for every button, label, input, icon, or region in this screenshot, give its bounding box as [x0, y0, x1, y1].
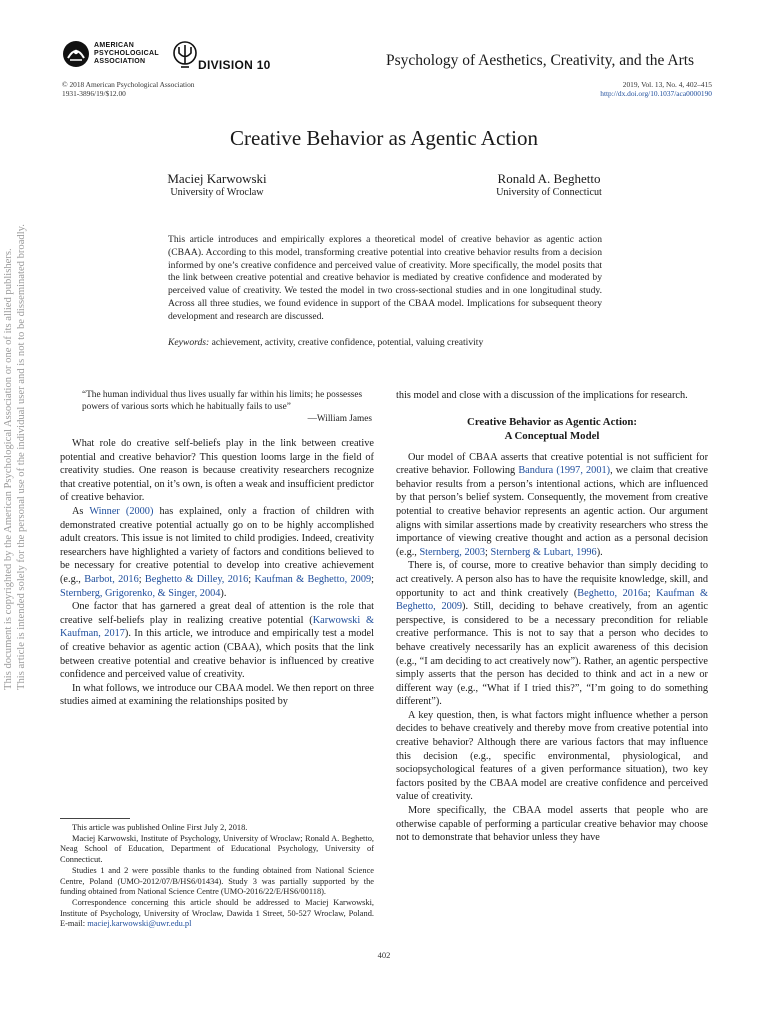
epigraph-attribution: —William James: [307, 413, 372, 424]
footnote: This article was published Online First July 2, 2018.: [72, 823, 248, 832]
citation-link[interactable]: Sternberg & Lubart, 1996: [490, 546, 597, 558]
body-paragraph: Our model of CBAA asserts that creative potential is not sufficient for creative behavior. Following Bandura (1997, 2001), we claim that creative behavior results from a person’s intentional actions, which are influenced by that person’s belief system. Consequently, the movement from creative potential to creative behavior represents an agentic action. Our argument aligns with similar assertions made by creativity researchers who stress the importance of viewing creative thought and action as a personal decision (e.g., Sternberg, 2003; Sternberg & Lubart, 1996).: [396, 451, 709, 558]
body-paragraph: A key question, then, is what factors might influence whether a person decides to behave creatively and thereby move from creative potential into creative behavior? Although there are various factors that may influence this decision (e.g., specific environmental, physiological, and sociopsychological features of a given performance situation), two key factors posited by the CBAA model are creative confidence and perceived value of creativity.: [396, 709, 708, 803]
volume-line: 2019, Vol. 13, No. 4, 402–415: [622, 80, 712, 89]
epigraph: [82, 390, 372, 425]
footnote-divider: [60, 818, 130, 819]
author-1-affiliation: University of Wroclaw: [170, 187, 264, 198]
doi-link[interactable]: http://dx.doi.org/10.1037/aca0000190: [600, 89, 712, 98]
psi-emblem-icon: [172, 40, 198, 70]
body-paragraph: In what follows, we introduce our CBAA model. We then report on three studies aimed at examining the relationships posited by: [60, 682, 374, 708]
body-paragraph: What role do creative self-beliefs play in the link between creative potential and creative behavior? This question looms large in the field of creativity studies. One reason is because creativity researchers recognize that creative potential, on it’s own, is often a weak and insufficient predictor of creative behavior.: [60, 438, 374, 504]
author-2-name: Ronald A. Beghetto: [497, 171, 601, 186]
page-number: 402: [377, 950, 391, 960]
apa-seal-icon: [62, 40, 90, 68]
email-link[interactable]: maciej.karwowski@uwr.edu.pl: [87, 919, 192, 929]
volume-info: [600, 80, 712, 98]
footnote: Studies 1 and 2 were possible thanks to the funding obtained from National Science Centre, Poland (UMO-2012/07/B/HS6/01434). Study 3 was partially supported by the funding obtained from National Science Centre (UMO-2016/22/E/HS6/00118).: [60, 865, 374, 897]
author-1-name: Maciej Karwowski: [167, 171, 267, 186]
keywords: [168, 337, 602, 349]
section-heading: Creative Behavior as Agentic Action: A Conceptual Model: [467, 415, 637, 442]
citation-link[interactable]: Kaufman & Beghetto, 2009: [396, 587, 708, 613]
body-paragraph: More specifically, the CBAA model asserts that people who are otherwise capable of performing a particular creative behavior may choose not to demonstrate that behavior unless they have: [396, 805, 708, 844]
copyright-line: © 2018 American Psychological Association: [62, 80, 195, 89]
division-label: DIVISION 10: [198, 58, 271, 72]
author-1: [142, 172, 292, 199]
apa-logo: [62, 40, 212, 72]
author-2: [474, 172, 624, 199]
body-paragraph: There is, of course, more to creative behavior than simply deciding to act creatively. A person also has to have the requisite knowledge, skill, and opportunity to act and think creatively (Beghetto, 2016a; Kaufman & Beghetto, 2009). Still, deciding to behave creatively, from an agentic perspective, is considered to be a necessary precondition for reliable creative performance. This is not to say that a person who decides to behave creatively necessarily has an explicit awareness of this decision (e.g., “I am deciding to act creatively now”). Rather, an agentic perspective simply asserts that the person has decided to think and act in a new or different way (e.g., “What if I tried this?”, “I’m going to do something different”).: [396, 560, 708, 708]
apa-wordmark: AMERICAN PSYCHOLOGICAL ASSOCIATION: [94, 42, 159, 65]
citation-link[interactable]: Beghetto, 2016a: [577, 587, 648, 599]
issn-line: 1931-3896/19/$12.00: [62, 89, 126, 98]
body-paragraph: One factor that has garnered a great deal of attention is the role that creative self-beliefs play in realizing creative potential (Karwowski & Kaufman, 2017). In this article, we introduce and empirically test a model of creative behavior as agentic action (CBAA), which posits that the link between creative potential and creative behavior is influenced by creative confidence and perceived value of creativity.: [60, 601, 374, 681]
author-2-affiliation: University of Connecticut: [496, 187, 602, 198]
citation-link[interactable]: Bandura (1997, 2001): [518, 465, 611, 477]
body-paragraph: this model and close with a discussion of the implications for research.: [396, 390, 688, 401]
journal-title: Psychology of Aesthetics, Creativity, and the Arts: [386, 52, 695, 69]
copyright-notice-vertical: This document is copyrighted by the American Psychological Association or one of its allied publishers. This article is intended solely for the personal use of the individual user and is not to be disseminated broadly.: [3, 224, 27, 690]
footnotes: [60, 823, 374, 930]
article-title: Creative Behavior as Agentic Action: [230, 126, 538, 150]
left-column: [60, 437, 374, 709]
citation-link[interactable]: Sternberg, 2003: [419, 546, 486, 558]
citation-link[interactable]: Sternberg, Grigorenko, & Singer, 2004: [60, 587, 221, 599]
citation-link[interactable]: Kaufman & Beghetto, 2009: [254, 573, 372, 585]
footnote: Correspondence concerning this article should be addressed to Maciej Karwowski, Institute of Psychology, University of Wroclaw, Dawida 1 Street, 50-527 Wroclaw, Poland. E-mail: maciej.karwowski@uwr.edu.pl: [60, 897, 374, 929]
keywords-list: achievement, activity, creative confidence, potential, valuing creativity: [211, 337, 484, 348]
abstract: This article introduces and empirically explores a theoretical model of creative behavior as agentic action (CBAA). According to this model, transforming creative potential into creative behavior results from a decision informed by one’s creative confidence and perceived value of creativity. More specifically, the model posits that the link between creative potential and creative behavior is mediated by creative confidence and moderated by perceived value of creativity. We tested the model in two cross-sectional studies and in one longitudinal study. Across all three studies, we found evidence in support of the CBAA model. Implications for subsequent theory development and research are discussed.: [168, 234, 602, 322]
citation-link[interactable]: Beghetto & Dilley, 2016: [144, 573, 249, 585]
body-paragraph: As Winner (2000) has explained, only a fraction of children with demonstrated creative potential actually go on to be highly accomplished adult creators. This issue is not limited to child prodigies. Indeed, creativity researchers have highlighted a variety of factors and conditions believed to be necessary for creative potential to develop into creative achievement (e.g., Barbot, 2016; Beghetto & Dilley, 2016; Kaufman & Beghetto, 2009; Sternberg, Grigorenko, & Singer, 2004).: [60, 505, 374, 599]
epigraph-quote: “The human individual thus lives usually far within his limits; he possesses powers of various sorts which he habitually fails to use”: [82, 390, 363, 412]
citation-link[interactable]: Barbot, 2016: [84, 573, 139, 585]
keywords-label: Keywords:: [168, 337, 210, 348]
citation-link[interactable]: Winner (2000): [89, 505, 154, 517]
citation-link[interactable]: Karwowski & Kaufman, 2017: [60, 614, 374, 640]
copyright-info: [62, 80, 194, 98]
footnote: Maciej Karwowski, Institute of Psychology, University of Wroclaw; Ronald A. Beghetto, Neag School of Education, Department of Educational Psychology, University of Connecticut.: [60, 833, 374, 865]
right-column: [396, 389, 708, 845]
